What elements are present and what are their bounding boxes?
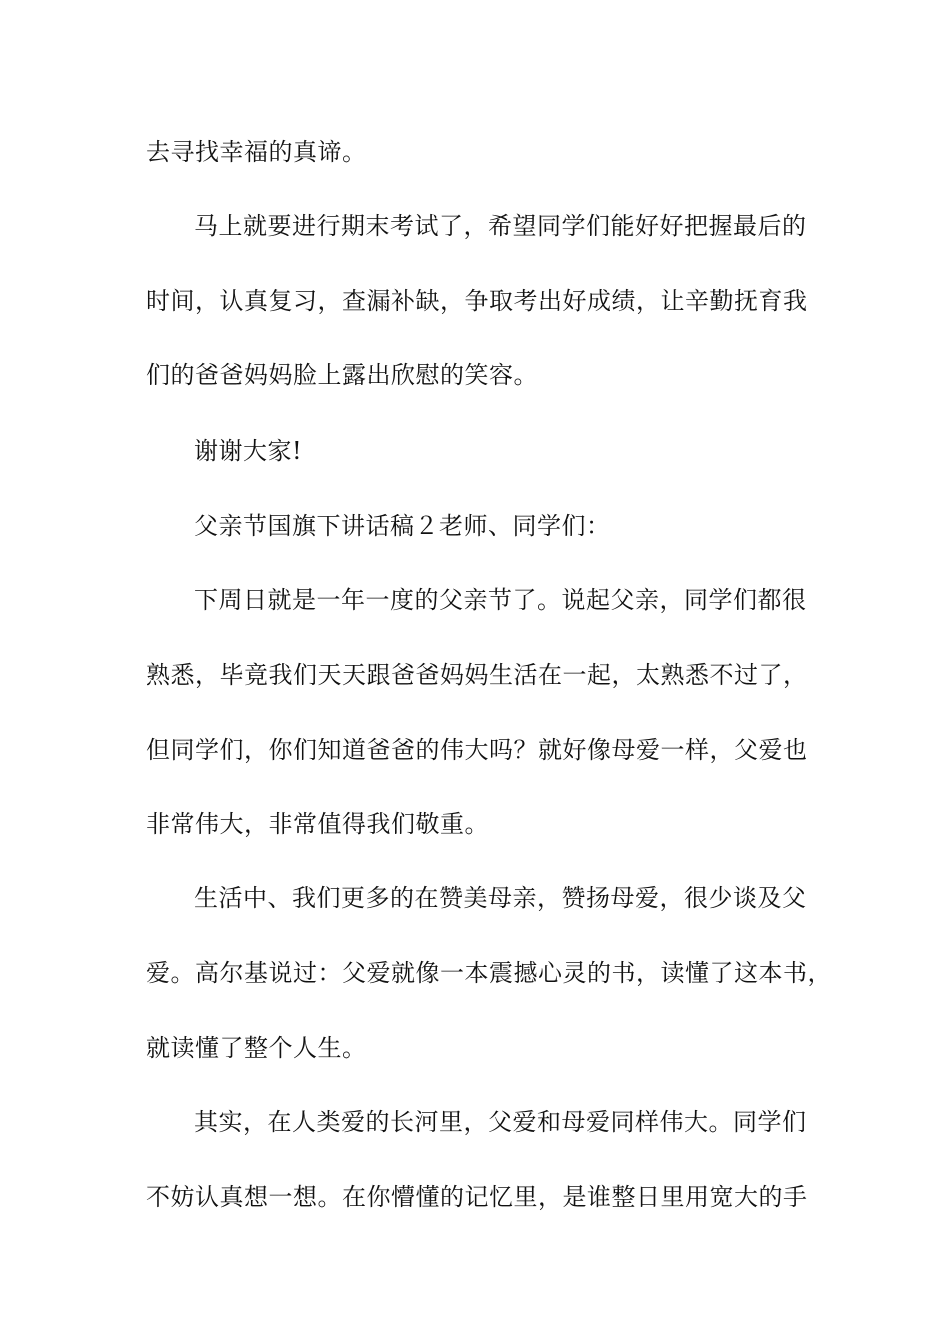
- text-line: 非常伟大，非常值得我们敬重。: [146, 810, 489, 838]
- text-line: 不妨认真想一想。在你懵懂的记忆里，是谁整日里用宽大的手: [146, 1183, 808, 1211]
- text-line: 去寻找幸福的真谛。: [146, 138, 367, 166]
- text-line: 熟悉，毕竟我们天天跟爸爸妈妈生活在一起，太熟悉不过了，: [146, 661, 808, 689]
- paragraph-first-line: 下周日就是一年一度的父亲节了。说起父亲，同学们都很: [194, 586, 807, 614]
- paragraph-first-line: 马上就要进行期末考试了，希望同学们能好好把握最后的: [194, 212, 807, 240]
- paragraph-first-line: 生活中、我们更多的在赞美母亲，赞扬母爱，很少谈及父: [194, 884, 807, 912]
- text-line: 们的爸爸妈妈脸上露出欣慰的笑容。: [146, 361, 538, 389]
- text-line: 时间，认真复习，查漏补缺，争取考出好成绩，让辛勤抚育我: [146, 287, 808, 315]
- text-line: 但同学们，你们知道爸爸的伟大吗？就好像母爱一样，父爱也: [146, 736, 808, 764]
- paragraph-first-line: 父亲节国旗下讲话稿２老师、同学们：: [194, 512, 611, 540]
- text-line: 就读懂了整个人生。: [146, 1034, 367, 1062]
- text-line: 爱。高尔基说过：父爱就像一本震撼心灵的书，读懂了这本书，: [146, 959, 832, 987]
- paragraph-first-line: 其实，在人类爱的长河里，父爱和母爱同样伟大。同学们: [194, 1108, 807, 1136]
- paragraph-first-line: 谢谢大家!: [194, 437, 303, 465]
